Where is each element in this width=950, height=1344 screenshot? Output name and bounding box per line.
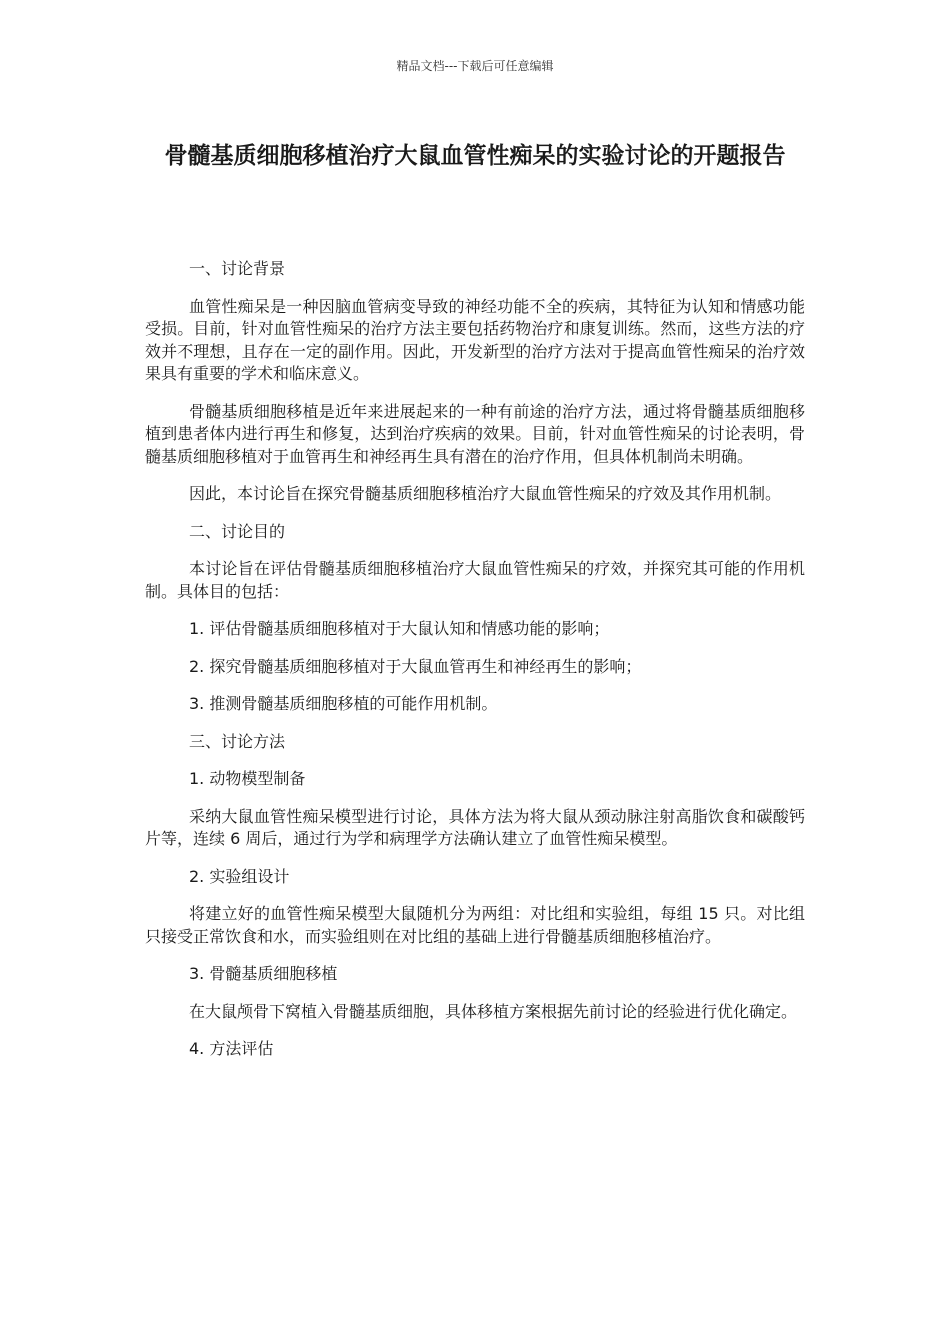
subsection-heading: 3. 骨髓基质细胞移植 (189, 964, 338, 983)
paragraph: 将建立好的血管性痴呆模型大鼠随机分为两组：对比组和实验组，每组 15 只。对比组只接受正常饮食和水，而实验组则在对比组的基础上进行骨髓基质细胞移植治疗。 (145, 904, 805, 946)
list-item: 2. 探究骨髓基质细胞移植对于大鼠血管再生和神经再生的影响； (189, 656, 642, 676)
section-heading-methods: 三、讨论方法 (189, 731, 286, 751)
paragraph: 血管性痴呆是一种因脑血管病变导致的神经功能不全的疾病，其特征为认知和情感功能受损。目前，针对血管性痴呆的治疗方法主要包括药物治疗和康复训练。然而，这些方法的疗效并不理想，且存在一定的副作用。因此，开发新型的治疗方法对于提高血管性痴呆的治疗效果具有重要的学术和临床意义。 (145, 296, 805, 383)
subsection-heading: 2. 实验组设计 (189, 866, 290, 886)
paragraph: 因此，本讨论旨在探究骨髓基质细胞移植治疗大鼠血管性痴呆的疗效及其作用机制。 (189, 484, 782, 503)
paragraph: 在大鼠颅骨下窝植入骨髓基质细胞，具体移植方案根据先前讨论的经验进行优化确定。 (189, 1001, 798, 1021)
subsection-heading: 4. 方法评估 (189, 1039, 274, 1058)
list-item: 1. 评估骨髓基质细胞移植对于大鼠认知和情感功能的影响； (189, 619, 610, 638)
subsection-heading: 1. 动物模型制备 (189, 769, 306, 788)
document-body (145, 258, 805, 1076)
section-heading-background: 一、讨论背景 (189, 259, 286, 278)
section-heading-objectives: 二、讨论目的 (189, 521, 286, 541)
paragraph: 本讨论旨在评估骨髓基质细胞移植治疗大鼠血管性痴呆的疗效，并探究其可能的作用机制。具体目的包括： (145, 559, 805, 601)
paragraph: 骨髓基质细胞移植是近年来进展起来的一种有前途的治疗方法，通过将骨髓基质细胞移植到患者体内进行再生和修复，达到治疗疾病的效果。目前，针对血管性痴呆的讨论表明，骨髓基质细胞移植对于血管再生和神经再生具有潜在的治疗作用，但具体机制尚未明确。 (145, 401, 805, 466)
page-header: 精品文档---下载后可任意编辑 (396, 59, 554, 73)
list-item: 3. 推测骨髓基质细胞移植的可能作用机制。 (189, 694, 498, 713)
document-title: 骨髓基质细胞移植治疗大鼠血管性痴呆的实验讨论的开题报告 (164, 143, 786, 169)
paragraph: 采纳大鼠血管性痴呆模型进行讨论，具体方法为将大鼠从颈动脉注射高脂饮食和碳酸钙片等，连续 6 周后，通过行为学和病理学方法确认建立了血管性痴呆模型。 (145, 806, 805, 848)
